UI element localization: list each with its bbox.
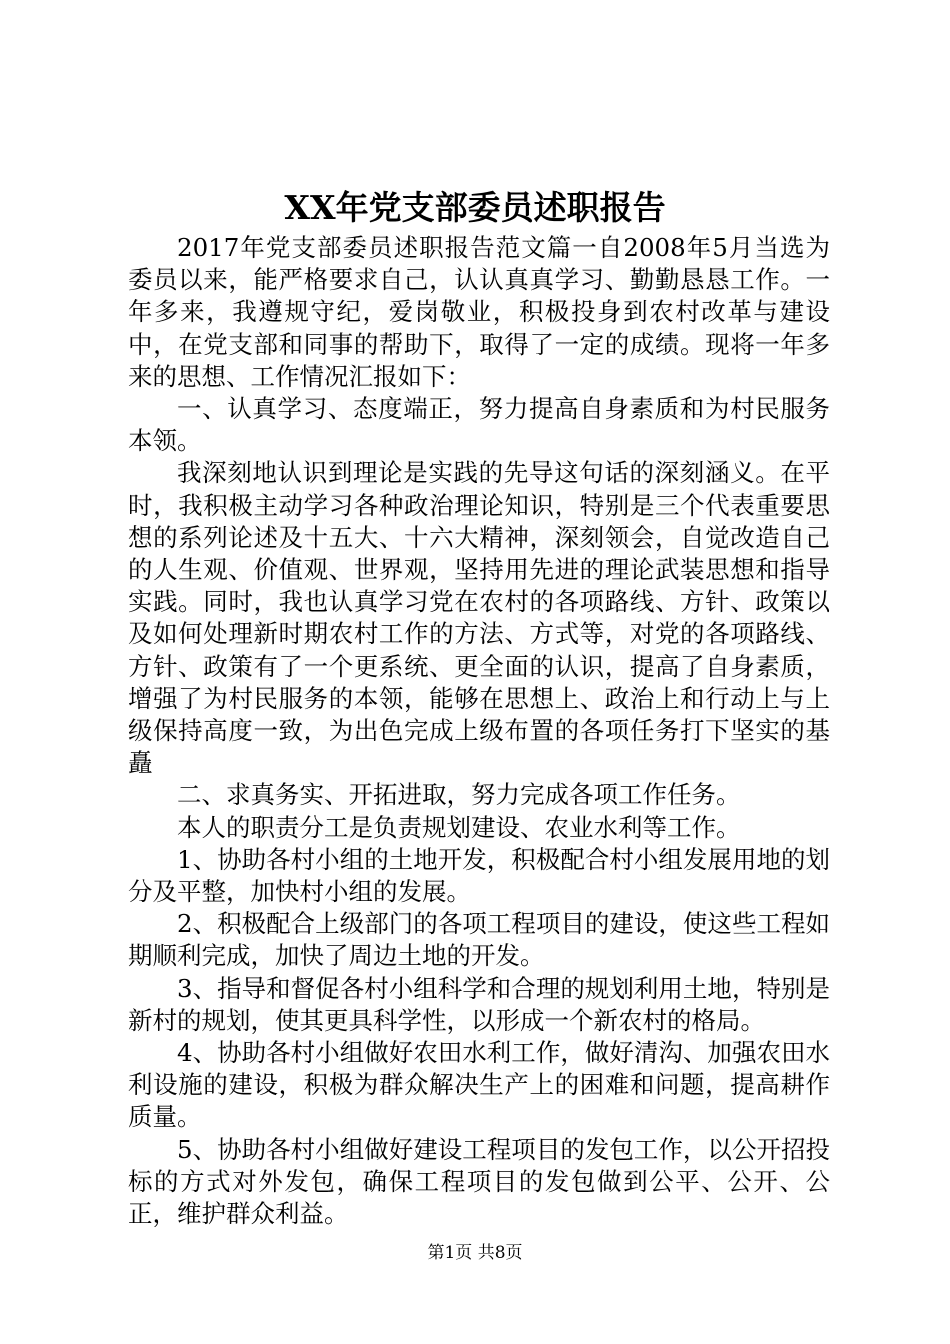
paragraph-intro: 2017年党支部委员述职报告范文篇一自2008年5月当选为委员以来，能严格要求自己，认认真真学习、勤勤恳恳工作。一年多来，我遵规守纪，爱岗敬业，积极投身到农村改革与建设中，在党支部和同事的帮助下，取得了一定的成绩。现将一年多来的思想、工作情况汇报如下： — [128, 233, 830, 391]
paragraph-item-1: 1、协助各村小组的土地开发，积极配合村小组发展用地的划分及平整，加快村小组的发展。 — [128, 844, 830, 907]
paragraph-item-3: 3、指导和督促各村小组科学和合理的规划利用土地，特别是新村的规划，使其更具科学性，以形成一个新农村的格局。 — [128, 973, 830, 1035]
paragraph-duties: 本人的职责分工是负责规划建设、农业水利等工作。 — [177, 812, 741, 842]
paragraph-item-2: 2、积极配合上级部门的各项工程项目的建设，使这些工程如期顺利完成，加快了周边土地的开发。 — [128, 909, 830, 971]
page-footer: 第1页 共8页 — [427, 1243, 523, 1263]
paragraph-heading-1: 一、认真学习、态度端正，努力提高自身素质和为村民服务本领。 — [128, 394, 830, 456]
paragraph-item-5: 5、协助各村小组做好建设工程项目的发包工作，以公开招投标的方式对外发包，确保工程项目的发包做到公平、公开、公正，维护群众利益。 — [128, 1134, 830, 1229]
paragraph-item-4: 4、协助各村小组做好农田水利工作，做好清沟、加强农田水利设施的建设，积极为群众解决生产上的困难和问题，提高耕作质量。 — [128, 1038, 830, 1132]
document-title: XX年党支部委员述职报告 — [284, 188, 666, 227]
document-body — [128, 232, 830, 1230]
paragraph-study: 我深刻地认识到理论是实践的先导这句话的深刻涵义。在平时，我积极主动学习各种政治理论知识，特别是三个代表重要思想的系列论述及十五大、十六大精神，深刻领会，自觉改造自己的人生观、价值观、世界观，坚持用先进的理论武装思想和指导实践。同时，我也认真学习党在农村的各项路线、方针、政策以及如何处理新时期农村工作的方法、方式等，对党的各项路线、方针、政策有了一个更系统、更全面的认识，提高了自身素质，增强了为村民服务的本领，能够在思想上、政治上和行动上与上级保持高度一致，为出色完成上级布置的各项任务打下坚实的基矗 — [128, 458, 830, 778]
paragraph-heading-2: 二、求真务实、开拓进取，努力完成各项工作任务。 — [177, 780, 741, 810]
